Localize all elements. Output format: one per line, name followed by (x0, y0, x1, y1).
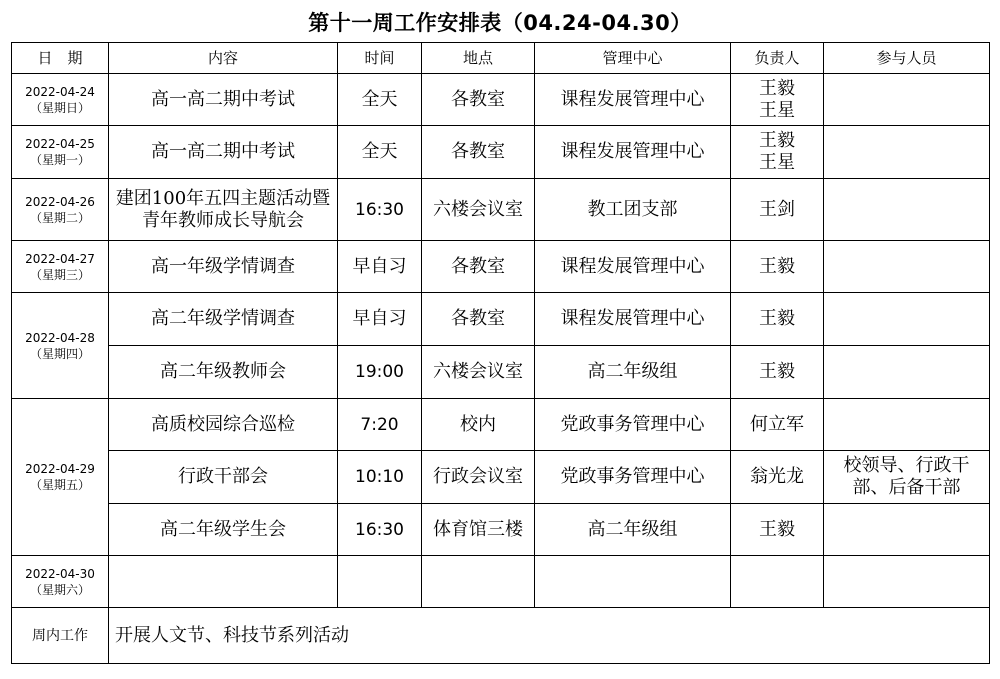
content-cell: 高二年级学生会 (109, 504, 338, 556)
place-cell: 各教室 (422, 74, 535, 126)
time-cell: 早自习 (338, 293, 422, 346)
weekday-text: （星期五） (29, 478, 90, 492)
participants-line: 校领导、行政干 (843, 455, 970, 476)
content-cell: 高二年级教师会 (109, 346, 338, 399)
time-cell: 19:00 (338, 346, 422, 399)
participants-line: 部、后备干部 (852, 477, 961, 498)
place-cell: 六楼会议室 (422, 346, 535, 399)
content-cell: 高一年级学情调查 (109, 241, 338, 293)
content-cell: 高一高二期中考试 (109, 126, 338, 179)
header-content: 内容 (109, 43, 338, 74)
center-cell: 教工团支部 (535, 179, 731, 241)
header-place: 地点 (422, 43, 535, 74)
center-cell: 课程发展管理中心 (535, 74, 731, 126)
date-text: 2022-04-24 (25, 84, 95, 99)
header-owner: 负责人 (731, 43, 824, 74)
weekday-text: （星期三） (29, 267, 90, 282)
owner-name: 王星 (759, 152, 795, 173)
weekly-row (12, 608, 990, 664)
date-text: 2022-04-27 (25, 251, 95, 266)
center-cell: 高二年级组 (535, 504, 731, 556)
date-text: 2022-04-29 (25, 462, 95, 476)
owner-name: 王毅 (759, 77, 795, 99)
date-cell (12, 241, 109, 293)
time-cell: 16:30 (338, 179, 422, 241)
owner-cell: 王毅 (731, 293, 824, 346)
date-text: 2022-04-28 (25, 330, 95, 345)
table-row (12, 179, 990, 241)
center-cell: 党政事务管理中心 (535, 399, 731, 451)
place-cell: 各教室 (422, 241, 535, 293)
date-cell (12, 74, 109, 126)
header-date: 日 期 (12, 43, 109, 74)
date-text: 2022-04-26 (25, 194, 95, 209)
participants-cell (824, 293, 990, 346)
place-cell: 各教室 (422, 126, 535, 179)
table-row (12, 293, 990, 346)
header-time: 时间 (338, 43, 422, 74)
weekly-content: 开展人文节、科技节系列活动 (109, 608, 990, 664)
weekly-label: 周内工作 (12, 608, 109, 664)
place-cell (422, 556, 535, 608)
owner-cell (731, 556, 824, 608)
date-cell (12, 293, 109, 399)
content-line: 青年教师成长导航会 (142, 209, 304, 231)
table-row (12, 126, 990, 179)
participants-cell (824, 74, 990, 126)
place-cell: 各教室 (422, 293, 535, 346)
owner-cell: 王毅 (731, 504, 824, 556)
table-row (12, 241, 990, 293)
time-cell: 10:10 (338, 451, 422, 504)
participants-cell (824, 346, 990, 399)
owner-cell: 王毅 (731, 346, 824, 399)
place-cell: 六楼会议室 (422, 179, 535, 241)
place-cell: 行政会议室 (422, 451, 535, 504)
center-cell (535, 556, 731, 608)
owner-cell: 王剑 (731, 179, 824, 241)
weekday-text: （星期四） (29, 346, 90, 361)
date-text: 2022-04-30 (25, 566, 95, 581)
table-row (12, 451, 990, 504)
weekday-text: （星期一） (29, 153, 90, 167)
content-cell: 高质校园综合巡检 (109, 399, 338, 451)
header-center: 管理中心 (535, 43, 731, 74)
owner-cell: 翁光龙 (731, 451, 824, 504)
date-cell (12, 126, 109, 179)
participants-cell (824, 126, 990, 179)
weekday-text: （星期六） (29, 582, 90, 597)
content-cell: 行政干部会 (109, 451, 338, 504)
participants-cell (824, 504, 990, 556)
content-line: 建团100年五四主题活动暨 (115, 187, 331, 209)
weekday-text: （星期日） (29, 100, 90, 115)
owner-cell (731, 126, 824, 179)
table-row (12, 346, 990, 399)
center-cell: 高二年级组 (535, 346, 731, 399)
owner-name: 王毅 (759, 130, 795, 151)
date-cell (12, 179, 109, 241)
owner-name: 王星 (759, 99, 795, 121)
content-cell: 高二年级学情调查 (109, 293, 338, 346)
page-title: 第十一周工作安排表（04.24-04.30） (308, 11, 692, 35)
time-cell (338, 556, 422, 608)
date-text: 2022-04-25 (25, 137, 95, 151)
center-cell: 课程发展管理中心 (535, 241, 731, 293)
participants-cell (824, 451, 990, 504)
time-cell: 全天 (338, 126, 422, 179)
center-cell: 党政事务管理中心 (535, 451, 731, 504)
center-cell: 课程发展管理中心 (535, 126, 731, 179)
table-row (12, 556, 990, 608)
content-cell (109, 179, 338, 241)
content-cell (109, 556, 338, 608)
participants-cell (824, 399, 990, 451)
participants-cell (824, 556, 990, 608)
header-row (12, 43, 990, 74)
table-row (12, 74, 990, 126)
owner-cell: 王毅 (731, 241, 824, 293)
participants-cell (824, 241, 990, 293)
owner-cell (731, 74, 824, 126)
content-cell: 高一高二期中考试 (109, 74, 338, 126)
header-participants: 参与人员 (824, 43, 990, 74)
weekday-text: （星期二） (29, 210, 90, 225)
table-row (12, 399, 990, 451)
owner-cell: 何立军 (731, 399, 824, 451)
time-cell: 早自习 (338, 241, 422, 293)
place-cell: 体育馆三楼 (422, 504, 535, 556)
date-cell (12, 399, 109, 556)
center-cell: 课程发展管理中心 (535, 293, 731, 346)
time-cell: 16:30 (338, 504, 422, 556)
place-cell: 校内 (422, 399, 535, 451)
time-cell: 全天 (338, 74, 422, 126)
participants-cell (824, 179, 990, 241)
time-cell: 7:20 (338, 399, 422, 451)
table-row (12, 504, 990, 556)
schedule-table (11, 42, 990, 664)
date-cell (12, 556, 109, 608)
